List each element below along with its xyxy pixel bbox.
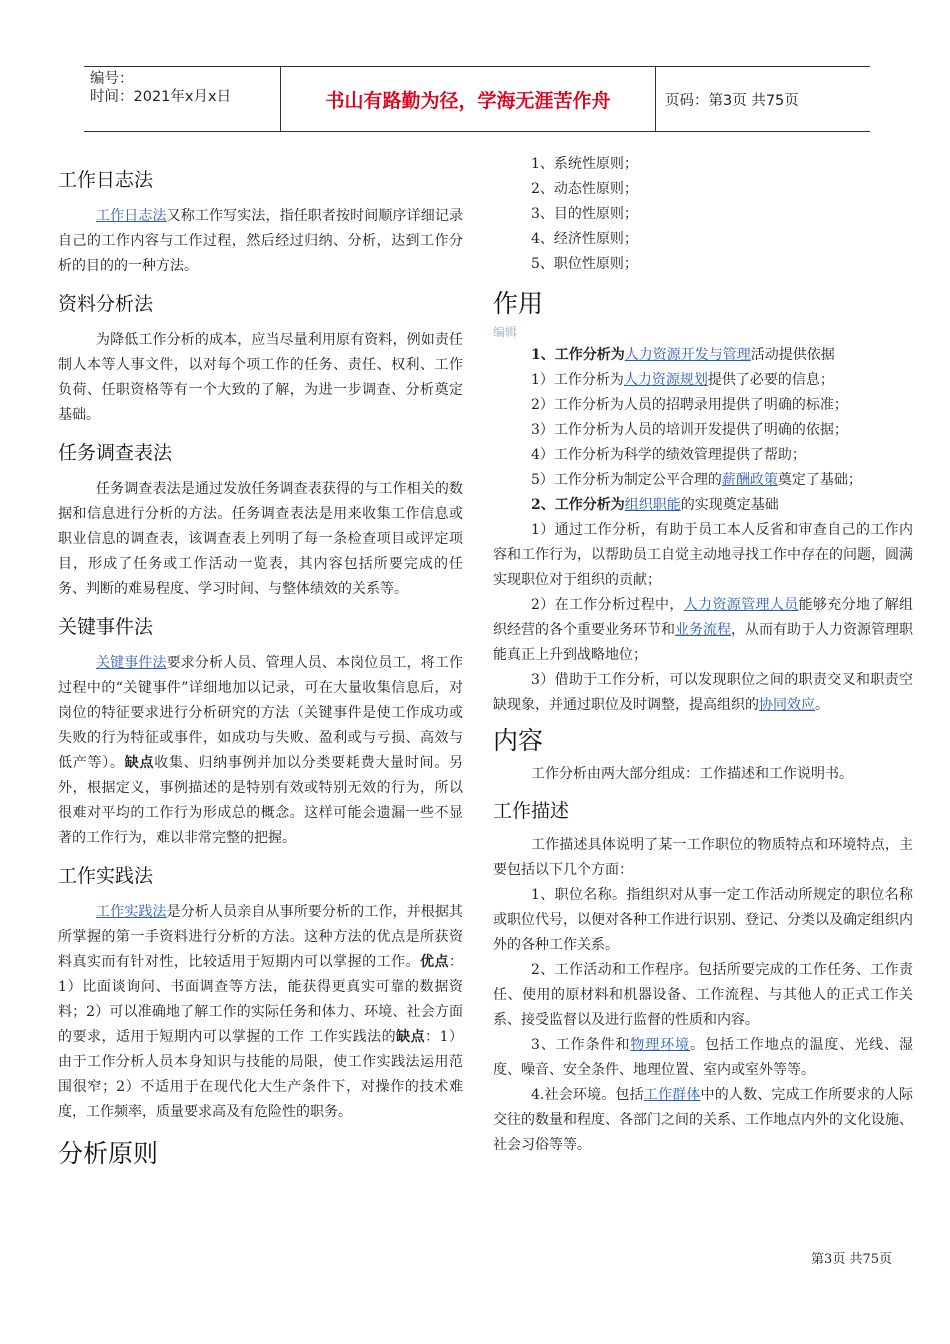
link-physical-env[interactable]: 物理环境 <box>630 1037 691 1053</box>
paragraph <box>493 668 913 718</box>
link-work-group[interactable]: 工作群体 <box>643 1087 701 1103</box>
paragraph-text: 提供了必要的信息； <box>707 372 834 388</box>
paragraph: 1）通过工作分析，有助于员工本人反省和审查自己的工作内容和工作行为，以帮助员工自觉主动地寻找工作中存在的问题，圆满实现职位对于组织的贡献； <box>493 522 913 588</box>
paragraph-text: 是分析人员亲自从事所要分析的工作，并根据其所掌握的第一手资料进行分析的方法。这种方法的优点是所获资料真实而有针对性，比较适用于短期内可以掌握的工作。 <box>58 904 464 970</box>
link-work-practice[interactable]: 工作实践法 <box>96 904 167 920</box>
paragraph: 2）工作分析为人员的招聘录用提供了明确的标准； <box>531 397 848 413</box>
paragraph: 工作分析由两大部分组成：工作描述和工作说明书。 <box>531 766 853 782</box>
paragraph: 2、工作活动和工作程序。包括所要完成的工作任务、工作责任、使用的原材料和机器设备、工作流程、与其他人的正式工作关系、接受监督以及进行监督的性质和内容。 <box>493 962 913 1028</box>
link-work-log[interactable]: 工作日志法 <box>96 208 167 224</box>
paragraph <box>493 1083 913 1158</box>
section-title: 资料分析法 <box>58 293 154 315</box>
paragraph-text: 3）借助于工作分析，可以发现职位之间的职责交叉和职责空缺现象，并通过职位及时调整，提高组织的 <box>493 672 913 713</box>
list-item: 5、职位性原则； <box>531 256 638 272</box>
paragraph: 为降低工作分析的成本，应当尽量利用原有资料，例如责任制人本等人事文件，以对每个项工作的任务、责任、权利、工作负荷、任职资格等有一个大致的了解，为进一步调查、分析奠定基础。 <box>58 332 463 423</box>
paragraph-text: 中的人数、完成工作所要求的人际交往的数量和程度、各部门之间的关系、工作地点内外的文化设施、社会习俗等等。 <box>493 1087 914 1153</box>
page-header <box>84 66 870 132</box>
paragraph-text: ，从而有助于人力资源管理职能真正上升到战略地位； <box>493 622 913 663</box>
list-item: 2、动态性原则； <box>531 181 638 197</box>
section-title: 工作实践法 <box>58 865 154 887</box>
section-title: 作用 <box>493 289 544 318</box>
bold-text: 1、工作分析为 <box>531 347 625 363</box>
list-item: 1、系统性原则； <box>531 156 638 172</box>
number-label: 编号： <box>90 71 134 87</box>
paragraph-text: 。 <box>815 697 829 713</box>
paragraph: 任务调查表法是通过发放任务调查表获得的与工作相关的数据和信息进行分析的方法。任务调查表法是用来收集工作信息或职业信息的调查表，该调查表上列明了每一条检查项目或评定项目，形成了任务或工作活动一览表，其内容包括所要完成的任务、判断的难易程度、学习时间、与整体绩效的关系等。 <box>58 481 463 597</box>
paragraph-text: ：1）比面谈询问、书面调查等方法，能获得更真实可靠的数据资料；2）可以准确地了解工作的实际任务和体力、环境、社会方面的要求，适用于短期内可以掌握的工作 工作实践法的 <box>58 954 464 1045</box>
paragraph-text: 要求分析人员、管理人员、本岗位员工，将工作过程中的“关键事件”详细地加以记录，可在大量收集信息后，对岗位的特征要求进行分析研究的方法（关键事件是使工作成功或失败的行为特征或事件，如成功与失败、盈利或与亏损、高效与低产等）。 <box>58 655 464 771</box>
bold-text: 2、工作分析为 <box>531 497 625 513</box>
paragraph <box>58 900 463 1125</box>
paragraph-text: 奠定了基础； <box>777 472 862 488</box>
paragraph-text: 2）在工作分析过程中， <box>531 597 684 613</box>
section-title: 关键事件法 <box>58 616 154 638</box>
paragraph <box>493 1033 913 1083</box>
paragraph: 3）工作分析为人员的培训开发提供了明确的依据； <box>531 422 848 438</box>
list-item: 3、目的性原则； <box>531 206 638 222</box>
bold-text: 缺点 <box>124 755 155 771</box>
paragraph-text: 的实现奠定基础 <box>680 497 779 513</box>
paragraph <box>493 368 913 393</box>
section-title: 内容 <box>493 726 544 755</box>
section-title: 工作日志法 <box>58 169 154 191</box>
link-hr-dev[interactable]: 人力资源开发与管理 <box>624 347 751 363</box>
paragraph <box>58 651 463 851</box>
link-business-process[interactable]: 业务流程 <box>675 622 731 638</box>
header-motto: 书山有路勤为径，学海无涯苦作舟 <box>280 67 656 131</box>
paragraph-text: 。包括工作地点的温度、光线、湿度、噪音、安全条件、地理位置、室内或室外等等。 <box>493 1037 914 1078</box>
section-title: 工作描述 <box>493 800 570 822</box>
link-synergy[interactable]: 协同效应 <box>759 697 815 713</box>
edit-link[interactable]: 编辑 <box>493 325 518 339</box>
paragraph-text: 收集、归纳事例并加以分类要耗费大量时间。另外，根据定义，事例描述的是特别有效或特别无效的行为，所以很难对平均的工作行为形成总的概念。这样可能会遗漏一些不显著的工作行为，难以非常完整的把握。 <box>58 755 464 846</box>
paragraph-text: ：1）由于工作分析人员本身知识与技能的局限，使工作实践法运用范围很窄；2）不适用于在现代化大生产条件下，对操作的技术难度，工作频率，质量要求高及有危险性的职务。 <box>58 1029 464 1120</box>
paragraph-text: 4.社会环境。包括 <box>531 1087 644 1103</box>
bold-text: 缺点 <box>396 1029 426 1045</box>
paragraph <box>493 493 913 518</box>
link-hr-planning[interactable]: 人力资源规划 <box>623 372 708 388</box>
page-footer: 第3页 共75页 <box>811 1252 892 1267</box>
bold-text: 优点 <box>420 954 450 970</box>
paragraph-text: 5）工作分析为制定公平合理的 <box>531 472 722 488</box>
header-meta <box>84 67 280 131</box>
paragraph <box>493 593 913 668</box>
section-title: 分析原则 <box>58 1139 159 1168</box>
paragraph: 1、职位名称。指组织对从事一定工作活动所规定的职位名称或职位代号，以便对各种工作进行识别、登记、分类以及确定组织内外的各种工作关系。 <box>493 887 913 953</box>
paragraph-text: 1）工作分析为 <box>531 372 624 388</box>
principles-list <box>493 152 913 277</box>
link-salary-policy[interactable]: 薪酬政策 <box>721 472 778 488</box>
section-title: 任务调查表法 <box>58 442 173 464</box>
paragraph-text: 3、工作条件和 <box>531 1037 631 1053</box>
time-label: 时间：2021年x月x日 <box>90 89 232 105</box>
link-hr-staff[interactable]: 人力资源管理人员 <box>683 597 799 613</box>
paragraph: 工作描述具体说明了某一工作职位的物质特点和环境特点，主要包括以下几个方面： <box>493 837 913 878</box>
link-critical-incident[interactable]: 关键事件法 <box>96 655 167 671</box>
paragraph-text: 又称工作写实法，指任职者按时间顺序详细记录自己的工作内容与工作过程，然后经过归纳、分析，达到工作分析的目的的一种方法。 <box>58 208 464 274</box>
paragraph <box>493 468 913 493</box>
left-column <box>58 150 463 1171</box>
paragraph <box>58 204 463 279</box>
paragraph: 4）工作分析为科学的绩效管理提供了帮助； <box>531 447 806 463</box>
paragraph-text: 能够充分地了解组织经营的各个重要业务环节和 <box>493 597 913 638</box>
list-item: 4、经济性原则； <box>531 231 638 247</box>
header-page-label: 页码：第3页 共75页 <box>665 92 799 109</box>
right-column <box>493 152 913 1158</box>
paragraph <box>493 343 913 368</box>
link-org-function[interactable]: 组织职能 <box>624 497 681 513</box>
paragraph-text: 活动提供依据 <box>750 347 835 363</box>
